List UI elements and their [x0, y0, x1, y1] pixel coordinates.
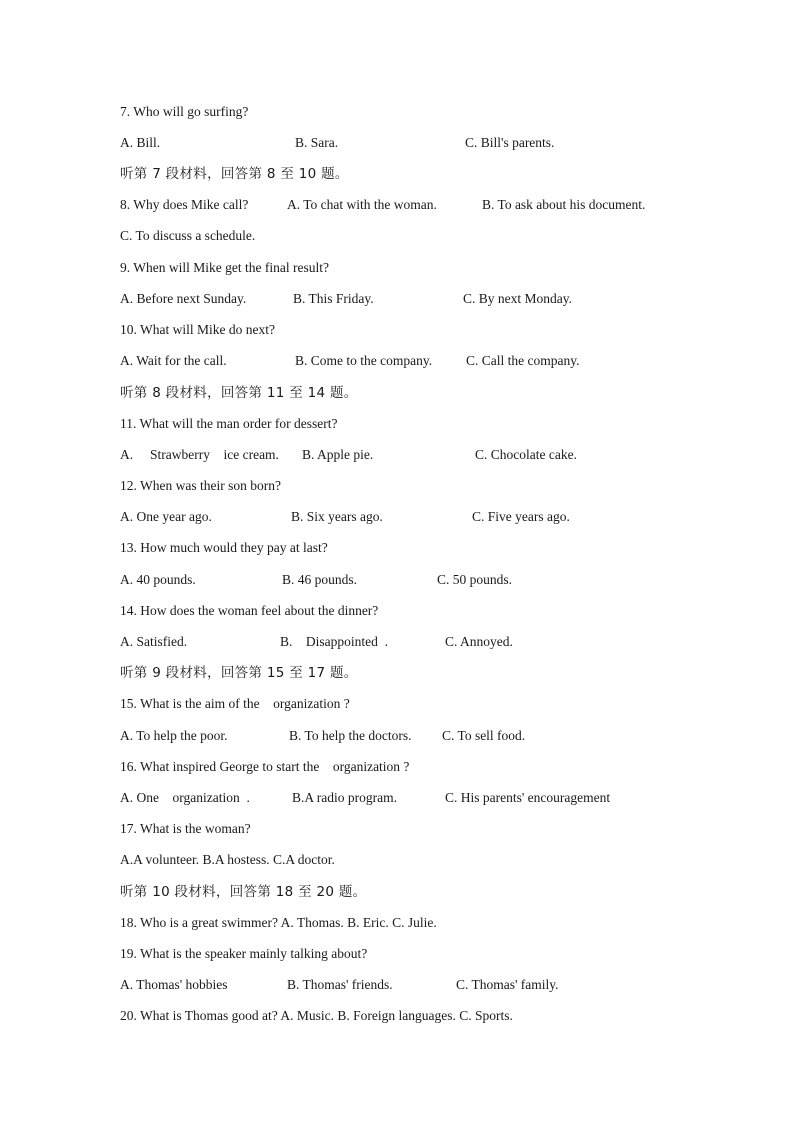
option-b: B. 46 pounds. — [282, 572, 358, 587]
option-a: A. To chat with the woman. — [287, 197, 437, 212]
option-c: C. 50 pounds. — [437, 572, 513, 587]
option-c: C. Call the company. — [466, 353, 580, 368]
question-9-stem: 9. When will Mike get the final result? — [120, 260, 329, 275]
option-a: A. One year ago. — [120, 509, 212, 524]
option-a: A. Strawberry ice cream. — [120, 447, 279, 462]
option-b: B. To help the doctors. — [289, 728, 412, 743]
section-heading-8: 听第 8 段材料，回答第 11 至 14 题。 — [120, 385, 358, 401]
option-b: B. This Friday. — [293, 291, 374, 306]
question-15-options — [120, 726, 754, 746]
question-13-stem: 13. How much would they pay at last? — [120, 540, 328, 555]
question-10-options — [120, 351, 754, 371]
question-13-options — [120, 570, 754, 590]
option-b: B. Disappointed . — [280, 634, 388, 649]
option-c: C. Thomas' family. — [456, 977, 559, 992]
option-c: C. Chocolate cake. — [475, 447, 577, 462]
option-c: C. Bill's parents. — [465, 135, 555, 150]
section-heading-9: 听第 9 段材料，回答第 15 至 17 题。 — [120, 665, 358, 681]
section-heading-7: 听第 7 段材料，回答第 8 至 10 题。 — [120, 166, 349, 182]
option-b: B. Thomas' friends. — [287, 977, 393, 992]
question-17-stem: 17. What is the woman? — [120, 821, 251, 836]
option-c: C. His parents' encouragement — [445, 790, 611, 805]
question-15-stem: 15. What is the aim of the organization ? — [120, 696, 350, 711]
option-a: A. Satisfied. — [120, 634, 188, 649]
option-c: C. Five years ago. — [472, 509, 570, 524]
option-a: A. Wait for the call. — [120, 353, 227, 368]
option-c: C. By next Monday. — [463, 291, 572, 306]
question-19-stem: 19. What is the speaker mainly talking about? — [120, 946, 368, 961]
question-9-options — [120, 289, 754, 309]
question-7-options — [120, 133, 754, 153]
option-b: B. Six years ago. — [291, 509, 383, 524]
question-12-options — [120, 507, 754, 527]
question-17-options: A.A volunteer. B.A hostess. C.A doctor. — [120, 852, 335, 867]
option-b: B. Come to the company. — [295, 353, 433, 368]
option-b: B. Sara. — [295, 135, 339, 150]
question-16-stem: 16. What inspired George to start the organization ? — [120, 759, 410, 774]
question-19-options — [120, 975, 754, 995]
option-a: A. Bill. — [120, 135, 161, 150]
option-a: A. 40 pounds. — [120, 572, 196, 587]
option-b: B. To ask about his document. — [482, 197, 646, 212]
question-8-stem: 8. Why does Mike call? — [120, 197, 249, 212]
option-c: C. To discuss a schedule. — [120, 228, 256, 243]
option-b: B.A radio program. — [292, 790, 397, 805]
option-a: A. Before next Sunday. — [120, 291, 247, 306]
option-a: A. To help the poor. — [120, 728, 228, 743]
question-7-stem: 7. Who will go surfing? — [120, 104, 249, 119]
question-18-line: 18. Who is a great swimmer? A. Thomas. B. Eric. C. Julie. — [120, 915, 437, 930]
option-a: A. Thomas' hobbies — [120, 977, 228, 992]
option-b: B. Apple pie. — [302, 447, 374, 462]
question-14-stem: 14. How does the woman feel about the dinner? — [120, 603, 379, 618]
question-14-options — [120, 632, 754, 652]
question-20-line: 20. What is Thomas good at? A. Music. B. Foreign languages. C. Sports. — [120, 1008, 513, 1023]
option-a: A. One organization . — [120, 790, 250, 805]
question-12-stem: 12. When was their son born? — [120, 478, 281, 493]
section-heading-10: 听第 10 段材料，回答第 18 至 20 题。 — [120, 884, 367, 900]
question-10-stem: 10. What will Mike do next? — [120, 322, 275, 337]
question-11-stem: 11. What will the man order for dessert? — [120, 416, 338, 431]
question-8-line — [120, 195, 754, 215]
option-c: C. Annoyed. — [445, 634, 513, 649]
question-16-options — [120, 788, 754, 808]
option-c: C. To sell food. — [442, 728, 526, 743]
question-11-options — [120, 445, 754, 465]
